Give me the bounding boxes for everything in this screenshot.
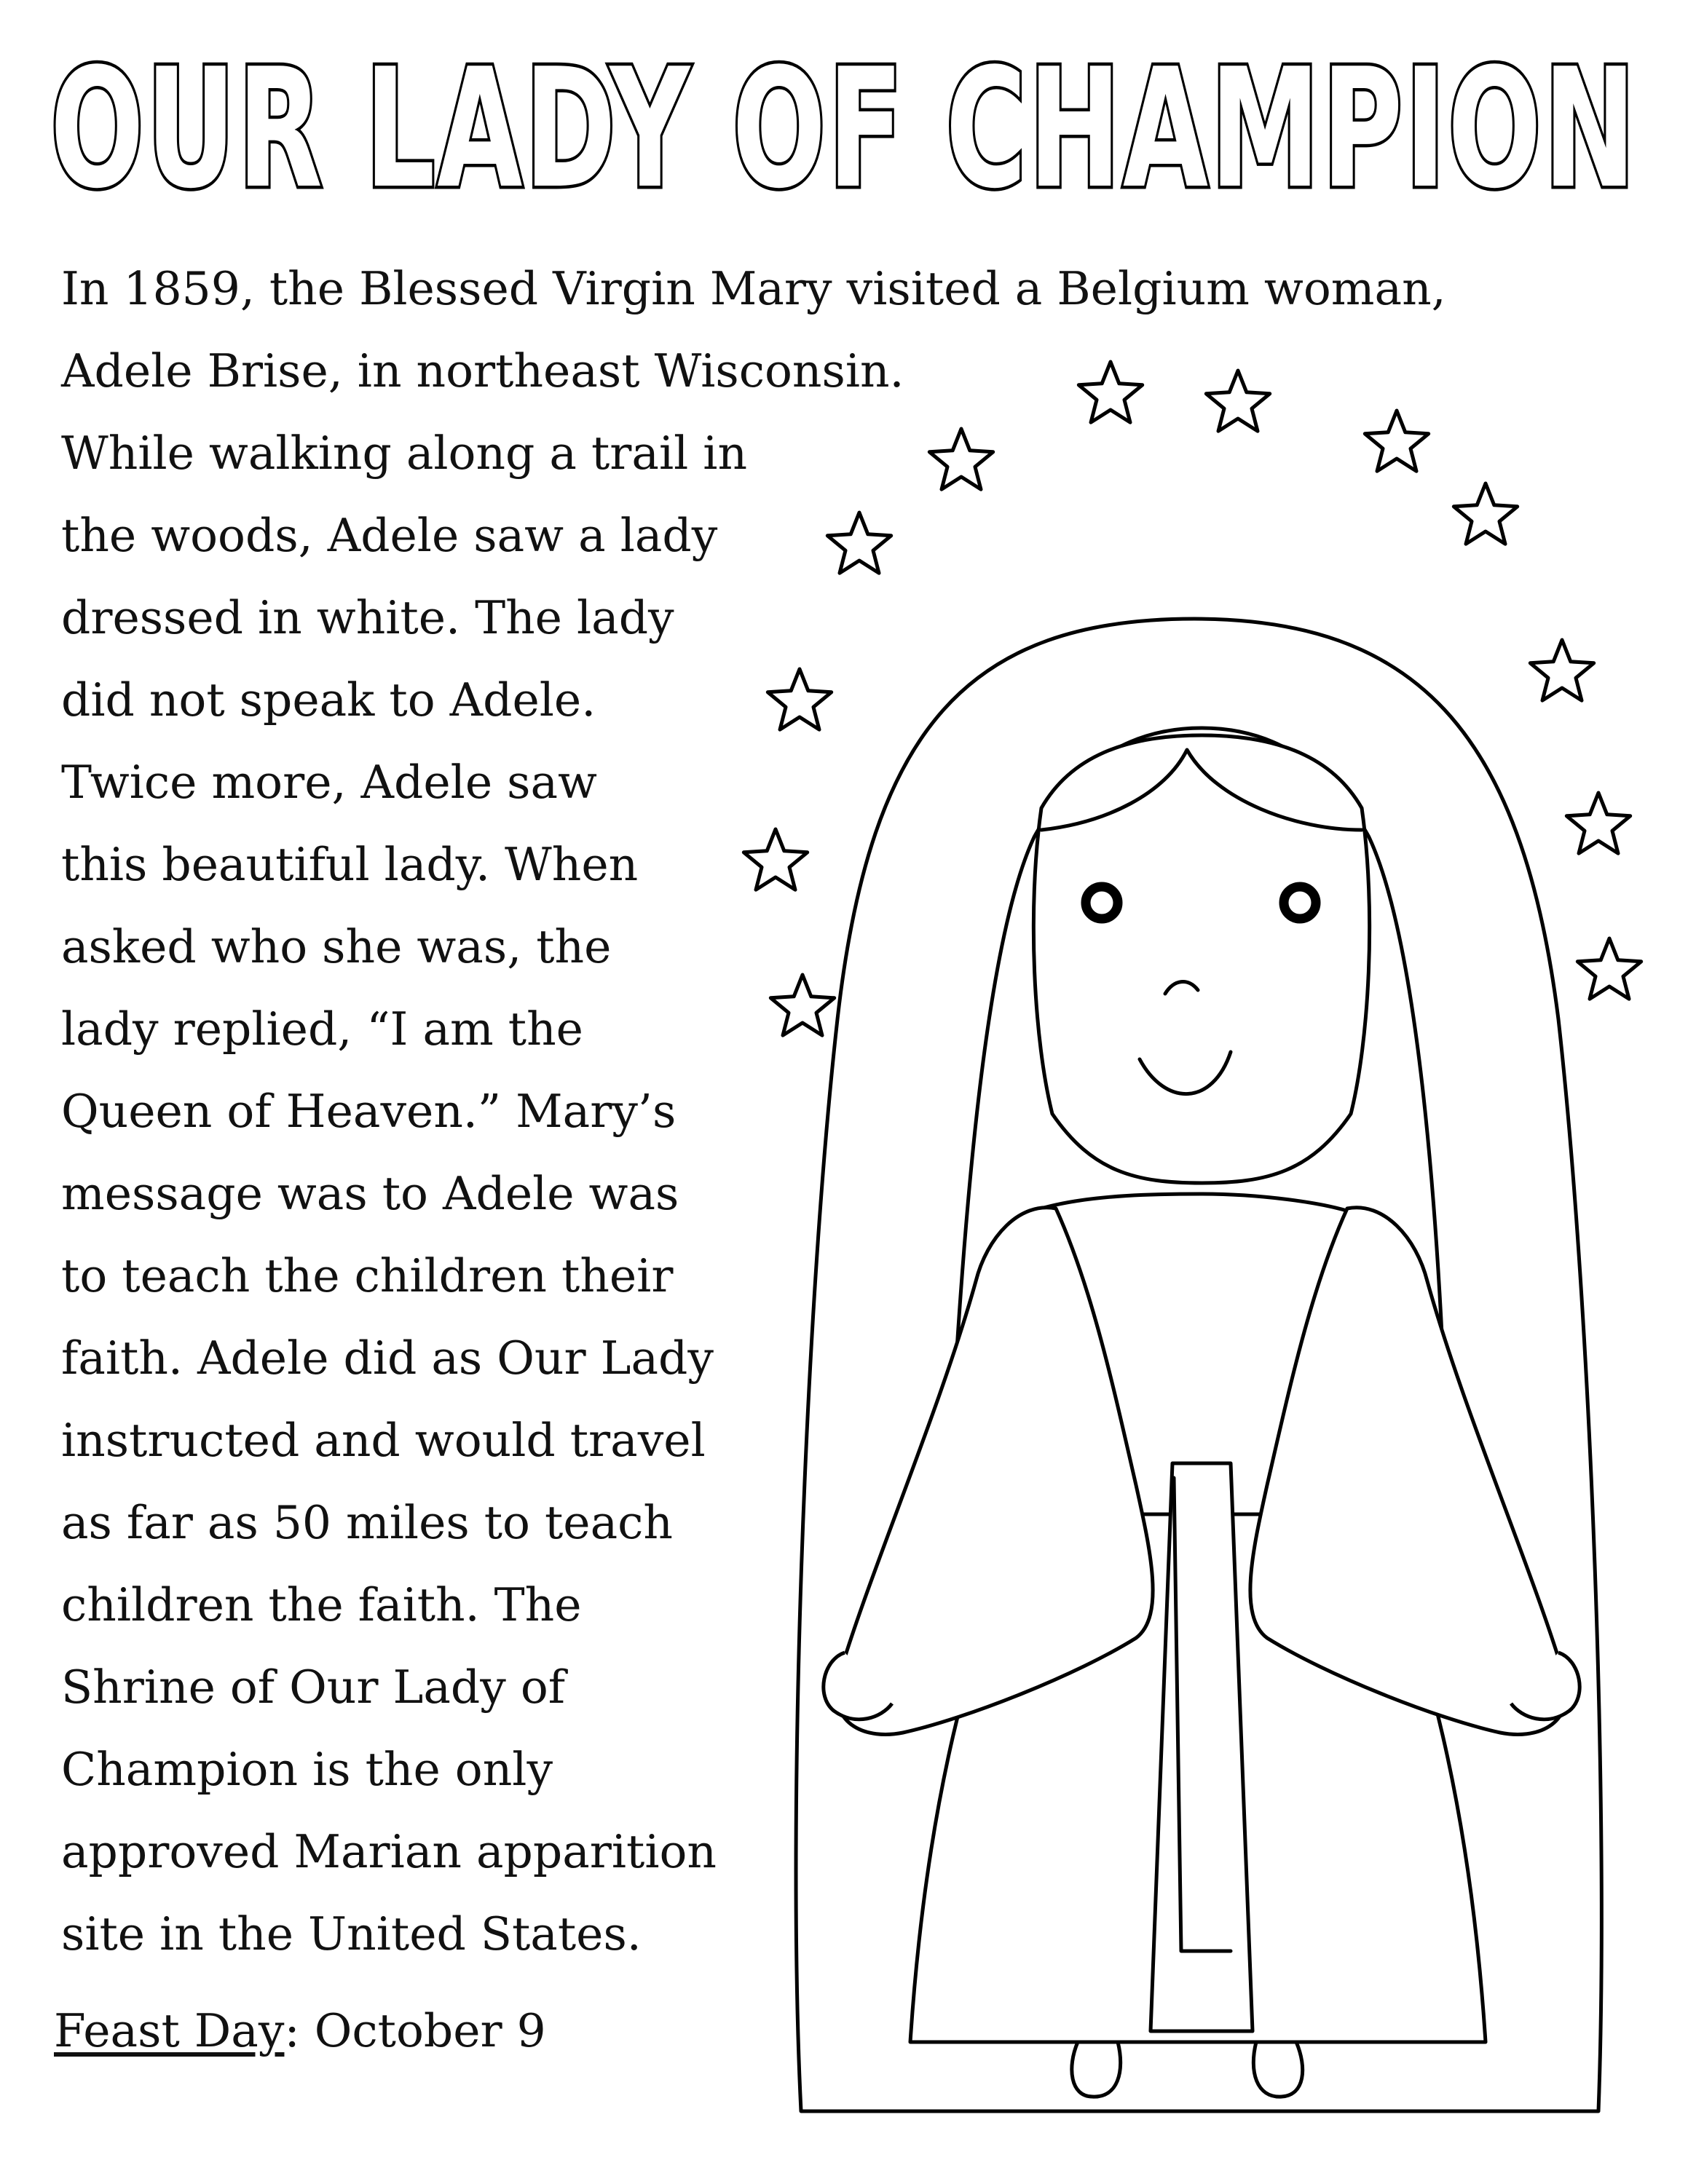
story-line: children the faith. The [61, 1578, 582, 1631]
star-icon [1078, 362, 1142, 422]
story-line: dressed in white. The lady [61, 591, 674, 644]
feast-day-label: Feast Day [54, 2004, 285, 2057]
story-line: faith. Adele did as Our Lady [61, 1332, 714, 1385]
feast-day [54, 2002, 546, 2060]
star-icon [1206, 371, 1269, 431]
star-icon [768, 669, 831, 729]
story-line: While walking along a trail in [61, 427, 748, 480]
story-line: Adele Brise, in northeast Wisconsin. [61, 344, 904, 397]
story-line: asked who she was, the [61, 920, 612, 973]
feast-day-separator: : [284, 2004, 300, 2057]
mary-illustration [699, 313, 1660, 2177]
star-icon [1530, 640, 1593, 700]
story-line: this beautiful lady. When [61, 838, 639, 891]
story-line: instructed and would travel [61, 1414, 706, 1467]
story-line: the woods, Adele saw a lady [61, 509, 718, 562]
page-title [0, 22, 1688, 233]
head [1033, 735, 1369, 1183]
star-icon [929, 429, 993, 489]
story-line: did not speak to Adele. [61, 673, 596, 727]
story-line: Queen of Heaven.” Mary’s [61, 1085, 677, 1138]
star-icon [1365, 411, 1428, 471]
mary-drawing [699, 313, 1660, 2177]
story-line: approved Marian apparition [61, 1825, 717, 1878]
star-icon [1454, 483, 1517, 544]
story-line: message was to Adele was [61, 1167, 679, 1220]
star-icon [1566, 793, 1630, 853]
story-line: as far as 50 miles to teach [61, 1496, 674, 1549]
star-icon [827, 513, 891, 573]
story-line: site in the United States. [61, 1907, 642, 1961]
feast-day-value: October 9 [299, 2004, 546, 2057]
title-text: OUR LADY OF CHAMPION [50, 33, 1638, 225]
story-line: In 1859, the Blessed Virgin Mary visited a Belgium woman, [61, 262, 1446, 315]
story-line: Twice more, Adele saw [61, 756, 597, 809]
story-line: to teach the children their [61, 1249, 674, 1302]
title-svg [0, 22, 1688, 233]
story-line: lady replied, “I am the [61, 1002, 583, 1056]
star-icon [1577, 938, 1641, 999]
story-line: Champion is the only [61, 1743, 553, 1796]
star-icon [770, 975, 834, 1035]
star-icon [744, 829, 807, 890]
story-line: Shrine of Our Lady of [61, 1661, 566, 1714]
